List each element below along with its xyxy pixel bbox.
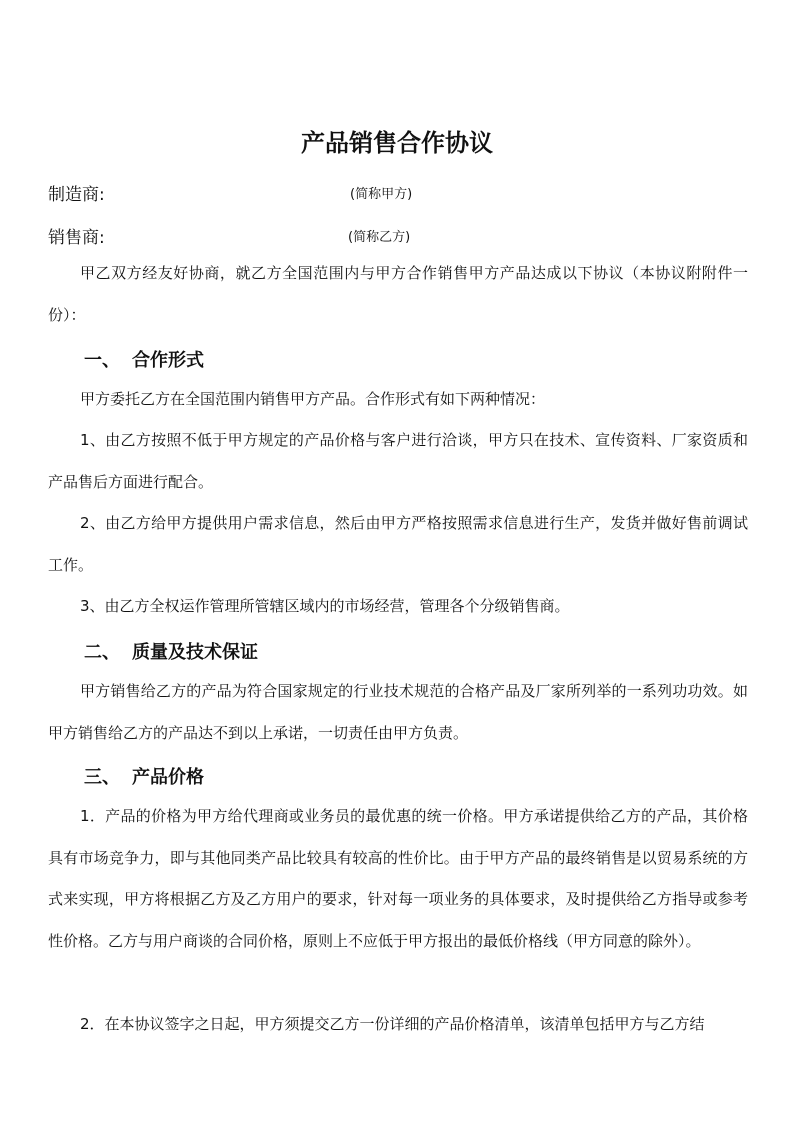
- manufacturer-line: [48, 180, 413, 205]
- manufacturer-label: 制造商:: [48, 185, 105, 205]
- distributor-label: 销售商:: [48, 228, 105, 248]
- section-title: 质量及技术保证: [132, 642, 258, 663]
- paragraph: 甲方委托乙方在全国范围内销售甲方产品。合作形式有如下两种情况：: [80, 390, 546, 408]
- paragraph: 1．产品的价格为甲方给代理商或业务员的最优惠的统一价格。甲方承诺提供给乙方的产品，其价格具有市场竞争力，即与其他同类产品比较具有较高的性价比。由于甲方产品的最终销售是以贸易系统的方式来实现，甲方将根据乙方及乙方用户的要求，针对每一项业务的具体要求，及时提供给乙方指导或参考性价格。乙方与用户商谈的合同价格，原则上不应低于甲方报出的最低价格线（甲方同意的除外）。: [48, 807, 748, 950]
- section-title: 合作形式: [132, 350, 204, 371]
- section-title: 产品价格: [132, 767, 204, 788]
- intro-paragraph: 甲乙双方经友好协商，就乙方全国范围内与甲方合作销售甲方产品达成以下协议（本协议附附件一份）：: [48, 264, 748, 324]
- paragraph: 2．在本协议签字之日起，甲方须提交乙方一份详细的产品价格清单，该清单包括甲方与乙方结: [80, 1015, 705, 1033]
- section-heading-1: [84, 346, 204, 372]
- paragraph: 甲方销售给乙方的产品为符合国家规定的行业技术规范的合格产品及厂家所列举的一系列功功效。如甲方销售给乙方的产品达不到以上承诺，一切责任由甲方负责。: [48, 682, 748, 742]
- document-title: 产品销售合作协议: [301, 129, 493, 157]
- distributor-line: [48, 223, 411, 248]
- paragraph: 3、由乙方全权运作管理所管辖区域内的市场经营，管理各个分级销售商。: [80, 597, 570, 615]
- section-number: 一、: [84, 350, 120, 371]
- section-number: 三、: [84, 767, 120, 788]
- paragraph: 1、由乙方按照不低于甲方规定的产品价格与客户进行洽谈，甲方只在技术、宣传资料、厂家资质和产品售后方面进行配合。: [48, 431, 748, 491]
- section-number: 二、: [84, 642, 120, 663]
- paragraph: 2、由乙方给甲方提供用户需求信息，然后由甲方严格按照需求信息进行生产，发货并做好售前调试工作。: [48, 514, 748, 574]
- manufacturer-note: (简称甲方): [350, 187, 413, 202]
- section-heading-3: [84, 763, 204, 789]
- section-heading-2: [84, 638, 258, 664]
- distributor-note: (简称乙方): [348, 230, 411, 245]
